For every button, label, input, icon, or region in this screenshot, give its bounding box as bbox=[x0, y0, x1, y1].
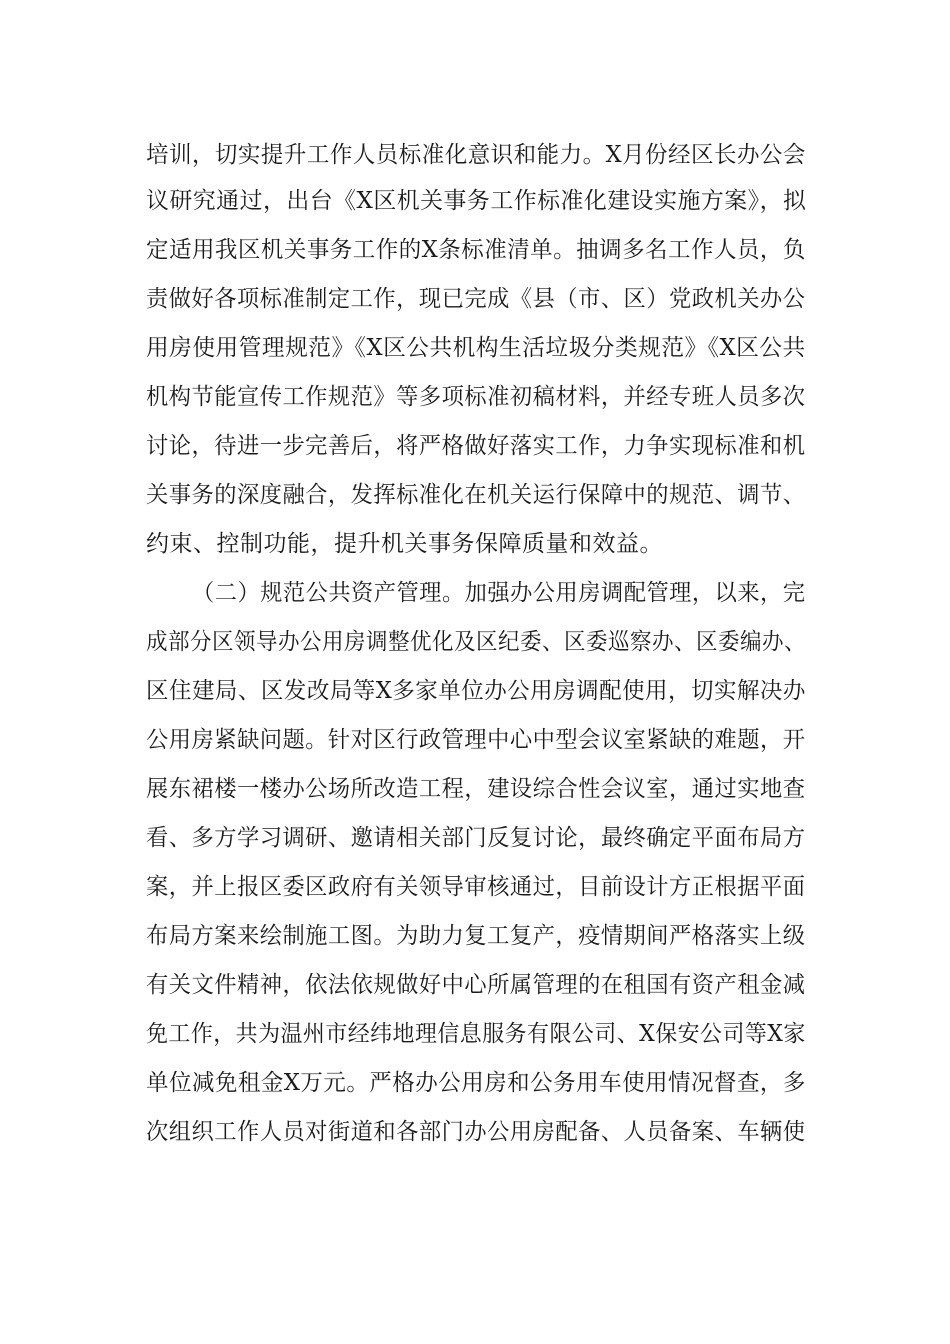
text-line-12: 区住建局、区发改局等X多家单位办公用房调配使用，切实解决办 bbox=[146, 678, 806, 704]
text-line-4: 责做好各项标准制定工作，现已完成《县（市、区）党政机关办公 bbox=[146, 286, 806, 312]
text-line-11: 成部分区领导办公用房调整优化及区纪委、区委巡察办、区委编办、 bbox=[146, 629, 807, 655]
text-line-2: 议研究通过，出台《X区机关事务工作标准化建设实施方案》，拟 bbox=[146, 188, 807, 214]
text-line-19: 免工作，共为温州市经纬地理信息服务有限公司、X保安公司等X家 bbox=[146, 1021, 806, 1047]
text-line-17: 布局方案来绘制施工图。为助力复工复产，疫情期间严格落实上级 bbox=[146, 923, 806, 949]
text-line-6: 机构节能宣传工作规范》等多项标准初稿材料，并经专班人员多次 bbox=[146, 384, 806, 410]
text-line-16: 案，并上报区委区政府有关领导审核通过，目前设计方正根据平面 bbox=[146, 874, 806, 900]
text-line-8: 关事务的深度融合，发挥标准化在机关运行保障中的规范、调节、 bbox=[146, 482, 806, 508]
text-line-5: 用房使用管理规范》《X区公共机构生活垃圾分类规范》《X区公共 bbox=[146, 335, 806, 361]
text-line-15: 看、多方学习调研、邀请相关部门反复讨论，最终确定平面布局方 bbox=[146, 825, 806, 851]
text-line-1: 培训，切实提升工作人员标准化意识和能力。X月份经区长办公会 bbox=[146, 142, 806, 168]
text-line-13: 公用房紧缺问题。针对区行政管理中心中型会议室紧缺的难题，开 bbox=[146, 727, 806, 753]
section-heading-line: （二）规范公共资产管理。加强办公用房调配管理，以来，完 bbox=[192, 580, 806, 606]
text-line-14: 展东裙楼一楼办公场所改造工程，建设综合性会议室，通过实地查 bbox=[146, 776, 806, 802]
text-line-20: 单位减免租金X万元。严格办公用房和公务用车使用情况督查，多 bbox=[146, 1070, 806, 1096]
text-line-9: 约束、控制功能，提升机关事务保障质量和效益。 bbox=[146, 531, 663, 557]
text-line-21: 次组织工作人员对街道和各部门办公用房配备、人员备案、车辆使 bbox=[146, 1119, 806, 1145]
text-line-3: 定适用我区机关事务工作的X条标准清单。抽调多名工作人员，负 bbox=[146, 237, 806, 263]
text-line-7: 讨论，待进一步完善后，将严格做好落实工作，力争实现标准和机 bbox=[146, 433, 806, 459]
text-line-18: 有关文件精神，依法依规做好中心所属管理的在租国有资产租金减 bbox=[146, 972, 806, 998]
